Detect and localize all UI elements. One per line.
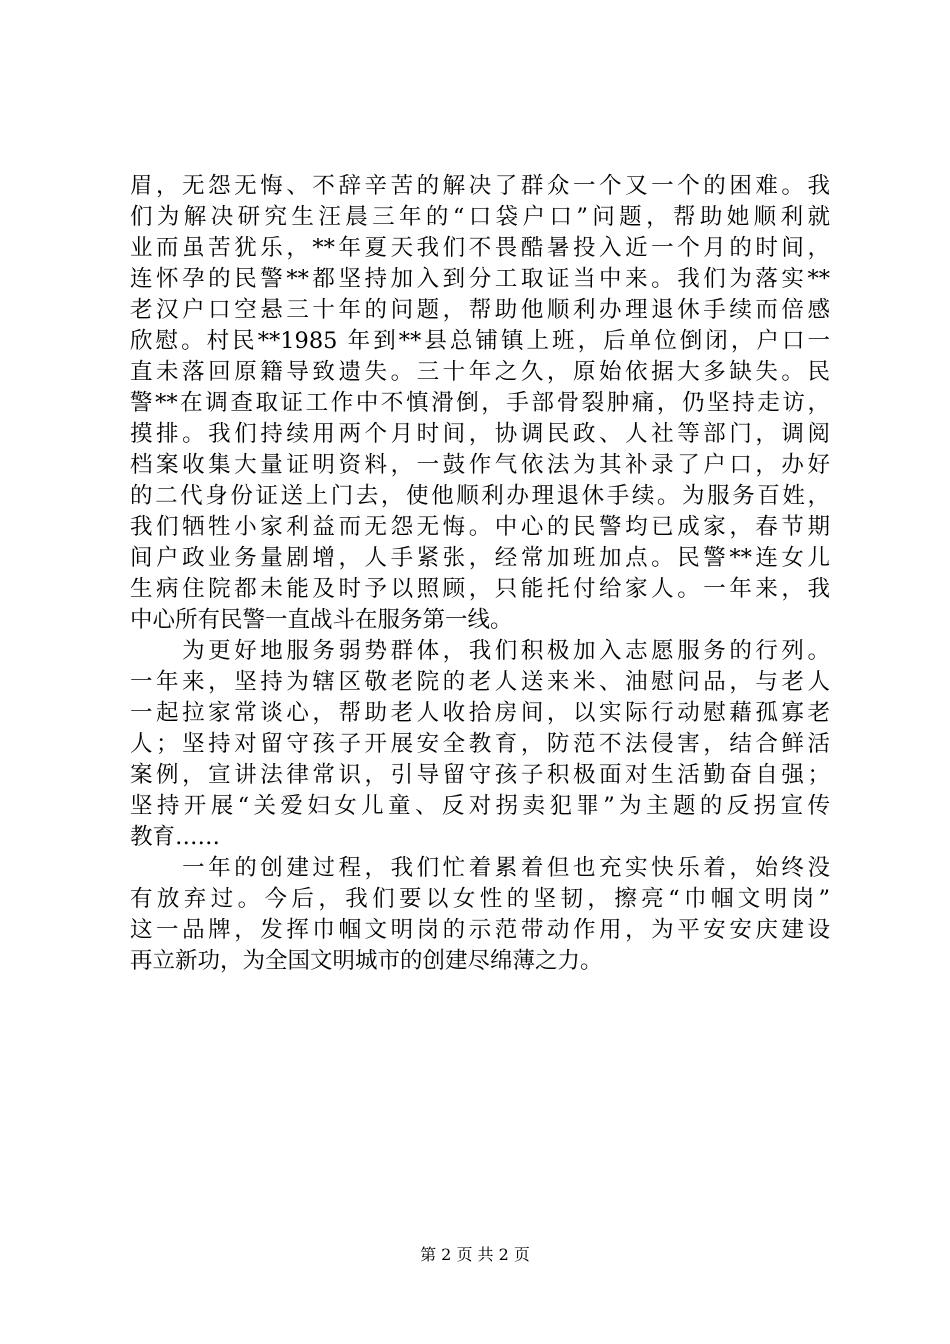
- text-line: 们为解决研究生汪晨三年的“口袋户口”问题，帮助她顺利就: [130, 204, 830, 230]
- text-line: 业而虽苦犹乐，**年夏天我们不畏酷暑投入近一个月的时间，: [130, 235, 830, 261]
- text-line: 连怀孕的民警**都坚持加入到分工取证当中来。我们为落实**: [130, 266, 830, 292]
- paragraph-end-line: 教育……: [130, 824, 221, 850]
- text-line: 直未落回原籍导致遗失。三十年之久，原始依据大多缺失。民: [130, 359, 830, 385]
- text-line: 摸排。我们持续用两个月时间，协调民政、人社等部门，调阅: [130, 421, 830, 447]
- text-line: 坚持开展“关爱妇女儿童、反对拐卖犯罪”为主题的反拐宣传: [130, 793, 830, 819]
- text-line: 案例，宣讲法律常识，引导留守孩子积极面对生活勤奋自强；: [130, 762, 830, 788]
- paragraph-end-line: 再立新功，为全国文明城市的创建尽绵薄之力。: [130, 948, 603, 974]
- text-line: 我们牺牲小家利益而无怨无悔。中心的民警均已成家，春节期: [130, 514, 830, 540]
- text-line: 生病住院都未能及时予以照顾，只能托付给家人。一年来，我: [130, 576, 830, 602]
- body-text: [130, 171, 830, 977]
- text-line: 间户政业务量剧增，人手紧张，经常加班加点。民警**连女儿: [130, 545, 830, 571]
- text-line: 有放弃过。今后，我们要以女性的坚韧，擦亮“巾帼文明岗”: [130, 886, 830, 912]
- text-line: 一年来，坚持为辖区敬老院的老人送来米、油慰问品，与老人: [130, 669, 830, 695]
- text-line: 警**在调查取证工作中不慎滑倒，手部骨裂肿痛，仍坚持走访，: [130, 390, 830, 416]
- text-line: 老汉户口空悬三十年的问题，帮助他顺利办理退休手续而倍感: [130, 297, 830, 323]
- text-line: 眉，无怨无悔、不辞辛苦的解决了群众一个又一个的困难。我: [130, 173, 830, 199]
- text-line: 欣慰。村民**1985 年到**县总铺镇上班，后单位倒闭，户口一: [130, 328, 830, 354]
- text-line: 人；坚持对留守孩子开展安全教育，防范不法侵害，结合鲜活: [130, 731, 830, 757]
- text-line: 一起拉家常谈心，帮助老人收拾房间，以实际行动慰藉孤寡老: [130, 700, 830, 726]
- paragraph-end-line: 中心所有民警一直战斗在服务第一线。: [130, 607, 513, 633]
- paragraph-start-line: 一年的创建过程，我们忙着累着但也充实快乐着，始终没: [130, 855, 830, 881]
- text-line: 档案收集大量证明资料，一鼓作气依法为其补录了户口，办好: [130, 452, 830, 478]
- page-number-footer: 第 2 页 共 2 页: [420, 1245, 530, 1264]
- text-line: 的二代身份证送上门去，使他顺利办理退休手续。为服务百姓，: [130, 483, 830, 509]
- text-line: 这一品牌，发挥巾帼文明岗的示范带动作用，为平安安庆建设: [130, 917, 830, 943]
- paragraph-start-line: 为更好地服务弱势群体，我们积极加入志愿服务的行列。: [130, 638, 830, 664]
